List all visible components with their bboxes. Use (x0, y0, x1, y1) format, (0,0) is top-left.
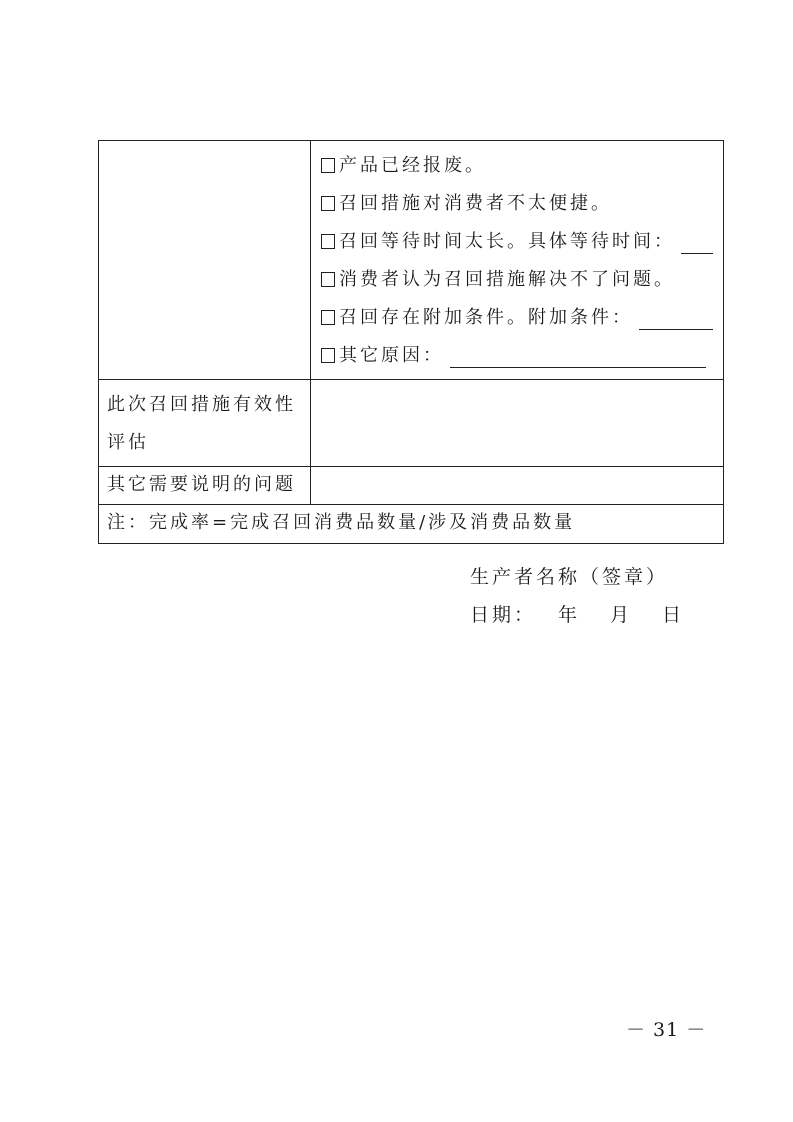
checkbox-icon[interactable] (321, 348, 335, 363)
month-label: 月 (610, 604, 633, 626)
option-label: 召回等待时间太长。具体等待时间： (339, 231, 675, 252)
option-label: 产品已经报废。 (339, 155, 486, 176)
note-row (99, 505, 724, 544)
checkbox-icon[interactable] (321, 158, 335, 173)
option-not-solved[interactable] (321, 261, 719, 299)
day-label: 日 (662, 604, 685, 626)
effectiveness-row (99, 380, 724, 467)
year-label: 年 (558, 604, 581, 626)
completion-rate-note: 注：完成率=完成召回消费品数量/涉及消费品数量 (99, 505, 724, 544)
effectiveness-value-cell[interactable] (311, 380, 724, 467)
signature-date (470, 600, 684, 627)
option-label: 其它原因： (339, 345, 444, 366)
effectiveness-label: 此次召回措施有效性评估 (99, 380, 311, 467)
date-label: 日期： (470, 604, 537, 626)
option-inconvenient[interactable] (321, 185, 719, 223)
option-wait-too-long[interactable] (321, 223, 719, 261)
checkbox-icon[interactable] (321, 272, 335, 287)
checkbox-icon[interactable] (321, 310, 335, 325)
producer-name-signature: 生产者名称（签章） (470, 566, 669, 588)
option-extra-conditions[interactable] (321, 299, 719, 337)
other-issues-label: 其它需要说明的问题 (99, 467, 311, 505)
wait-time-blank[interactable] (681, 231, 713, 254)
option-label: 消费者认为召回措施解决不了问题。 (339, 269, 675, 290)
checkbox-icon[interactable] (321, 234, 335, 249)
other-reason-blank[interactable] (450, 345, 706, 368)
option-scrapped[interactable] (321, 147, 719, 185)
other-issues-row (99, 467, 724, 505)
option-label: 召回措施对消费者不太便捷。 (339, 193, 612, 214)
other-issues-value-cell[interactable] (311, 467, 724, 505)
recall-form-table (98, 140, 724, 544)
page-number: － 31 － (626, 1019, 707, 1041)
option-other-reason[interactable] (321, 337, 719, 375)
checkbox-icon[interactable] (321, 196, 335, 211)
option-label: 召回存在附加条件。附加条件： (339, 307, 633, 328)
extra-conditions-blank[interactable] (639, 307, 713, 330)
reason-row (99, 141, 724, 380)
reason-label-cell (99, 141, 311, 380)
reason-options-cell (311, 141, 724, 380)
